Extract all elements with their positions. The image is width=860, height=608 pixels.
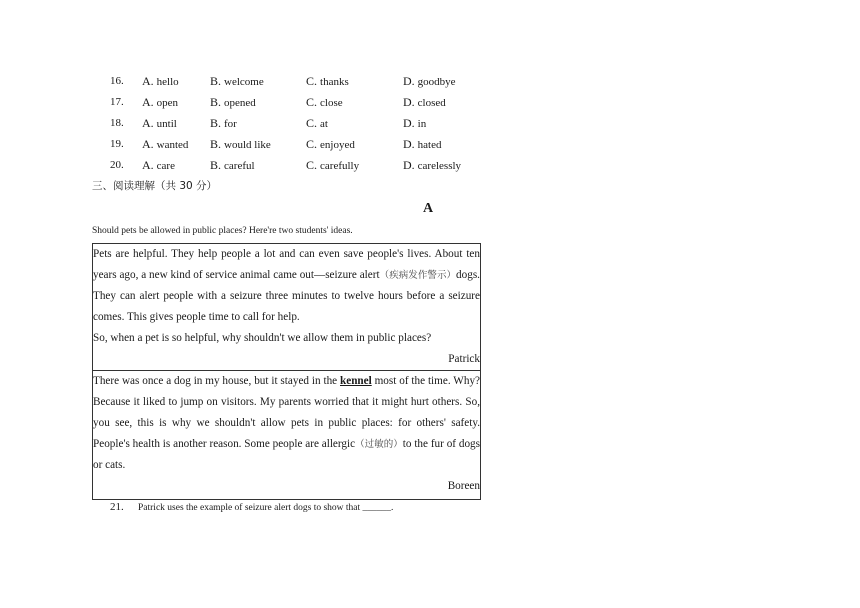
option-letter: B. bbox=[210, 137, 222, 151]
boreen-paragraph: There was once a dog in my house, but it stayed in the kennel most of the time. Why? Because it liked to jump on visitors. My parents worried that it might hurt others. So, you see, this is why we shouldn't allow pets in public places: for others' safety. People's health is another reason. Some people are allergic（过敏的）to the fur of dogs or cats. bbox=[93, 375, 481, 471]
option-letter: B. bbox=[210, 74, 222, 88]
option-b bbox=[210, 135, 271, 154]
option-b bbox=[210, 114, 237, 133]
option-text: welcome bbox=[224, 76, 264, 88]
option-letter: A. bbox=[142, 95, 154, 109]
option-a bbox=[142, 156, 175, 175]
section-title: 三、阅读理解（共 30 分） bbox=[92, 180, 218, 192]
option-text: thanks bbox=[320, 76, 349, 88]
question-21 bbox=[110, 501, 393, 513]
patrick-signature: Patrick bbox=[448, 353, 480, 365]
option-text: goodbye bbox=[417, 76, 456, 88]
option-a bbox=[142, 114, 177, 133]
patrick-paragraph-1: Pets are helpful. They help people a lot and can even save people's lives. About ten years ago, a new kind of service animal came out—seizure alert（疾病发作警示）dogs. They can alert people with a seizure three minutes to twelve hours before a seizure comes. This gives people time to call for help. bbox=[93, 248, 480, 323]
option-text: hated bbox=[417, 139, 442, 151]
option-text: closed bbox=[417, 97, 446, 109]
option-letter: B. bbox=[210, 158, 222, 172]
option-letter: D. bbox=[403, 137, 415, 151]
option-c bbox=[306, 156, 359, 175]
boreen-opinion-box bbox=[92, 370, 481, 500]
kennel-keyword: kennel bbox=[340, 375, 372, 387]
option-d bbox=[403, 72, 456, 91]
passage-intro: Should pets be allowed in public places? Here're two students' ideas. bbox=[92, 226, 353, 236]
option-a bbox=[142, 72, 179, 91]
question-21-text: Patrick uses the example of seizure alert dogs to show that ______. bbox=[138, 503, 394, 513]
option-b bbox=[210, 156, 255, 175]
option-text: at bbox=[320, 118, 328, 130]
option-letter: C. bbox=[306, 116, 318, 130]
option-letter: D. bbox=[403, 116, 415, 130]
option-text: enjoyed bbox=[320, 139, 355, 151]
cjk-gloss-allergic: （过敏的） bbox=[355, 439, 403, 450]
option-text: careful bbox=[224, 160, 255, 172]
option-c bbox=[306, 135, 355, 154]
option-text: would like bbox=[224, 139, 271, 151]
option-letter: D. bbox=[403, 158, 415, 172]
option-text: opened bbox=[224, 97, 256, 109]
question-number: 16. bbox=[110, 75, 124, 87]
patrick-paragraph-2: So, when a pet is so helpful, why shouldn't we allow them in public places? bbox=[93, 332, 432, 344]
option-text: carelessly bbox=[417, 160, 462, 172]
cjk-gloss-seizure-alert: （疾病发作警示） bbox=[379, 270, 457, 281]
option-letter: A. bbox=[142, 116, 154, 130]
option-letter: D. bbox=[403, 95, 415, 109]
option-text: in bbox=[417, 118, 427, 130]
option-d bbox=[403, 135, 442, 154]
option-letter: C. bbox=[306, 95, 318, 109]
option-d bbox=[403, 93, 446, 112]
option-letter: C. bbox=[306, 74, 318, 88]
option-text: hello bbox=[156, 76, 179, 88]
passage-letter: A bbox=[423, 201, 434, 216]
question-number: 19. bbox=[110, 138, 124, 150]
option-text: wanted bbox=[156, 139, 189, 151]
option-a bbox=[142, 93, 178, 112]
question-21-number: 21. bbox=[110, 501, 124, 513]
option-d bbox=[403, 114, 426, 133]
option-letter: A. bbox=[142, 158, 154, 172]
option-text: open bbox=[156, 97, 179, 109]
question-number: 20. bbox=[110, 159, 124, 171]
boreen-signature: Boreen bbox=[447, 480, 480, 492]
option-text: for bbox=[224, 118, 237, 130]
option-c bbox=[306, 114, 328, 133]
question-number: 18. bbox=[110, 117, 124, 129]
option-letter: B. bbox=[210, 95, 222, 109]
option-letter: C. bbox=[306, 158, 318, 172]
option-letter: A. bbox=[142, 137, 154, 151]
option-text: close bbox=[320, 97, 343, 109]
option-d bbox=[403, 156, 461, 175]
question-number: 17. bbox=[110, 96, 124, 108]
option-b bbox=[210, 72, 264, 91]
option-letter: B. bbox=[210, 116, 222, 130]
option-b bbox=[210, 93, 256, 112]
option-text: carefully bbox=[320, 160, 360, 172]
option-letter: C. bbox=[306, 137, 318, 151]
option-c bbox=[306, 72, 349, 91]
option-text: until bbox=[156, 118, 177, 130]
patrick-opinion-box bbox=[92, 243, 481, 371]
option-letter: D. bbox=[403, 74, 415, 88]
option-c bbox=[306, 93, 343, 112]
option-letter: A. bbox=[142, 74, 154, 88]
option-a bbox=[142, 135, 188, 154]
option-text: care bbox=[156, 160, 175, 172]
